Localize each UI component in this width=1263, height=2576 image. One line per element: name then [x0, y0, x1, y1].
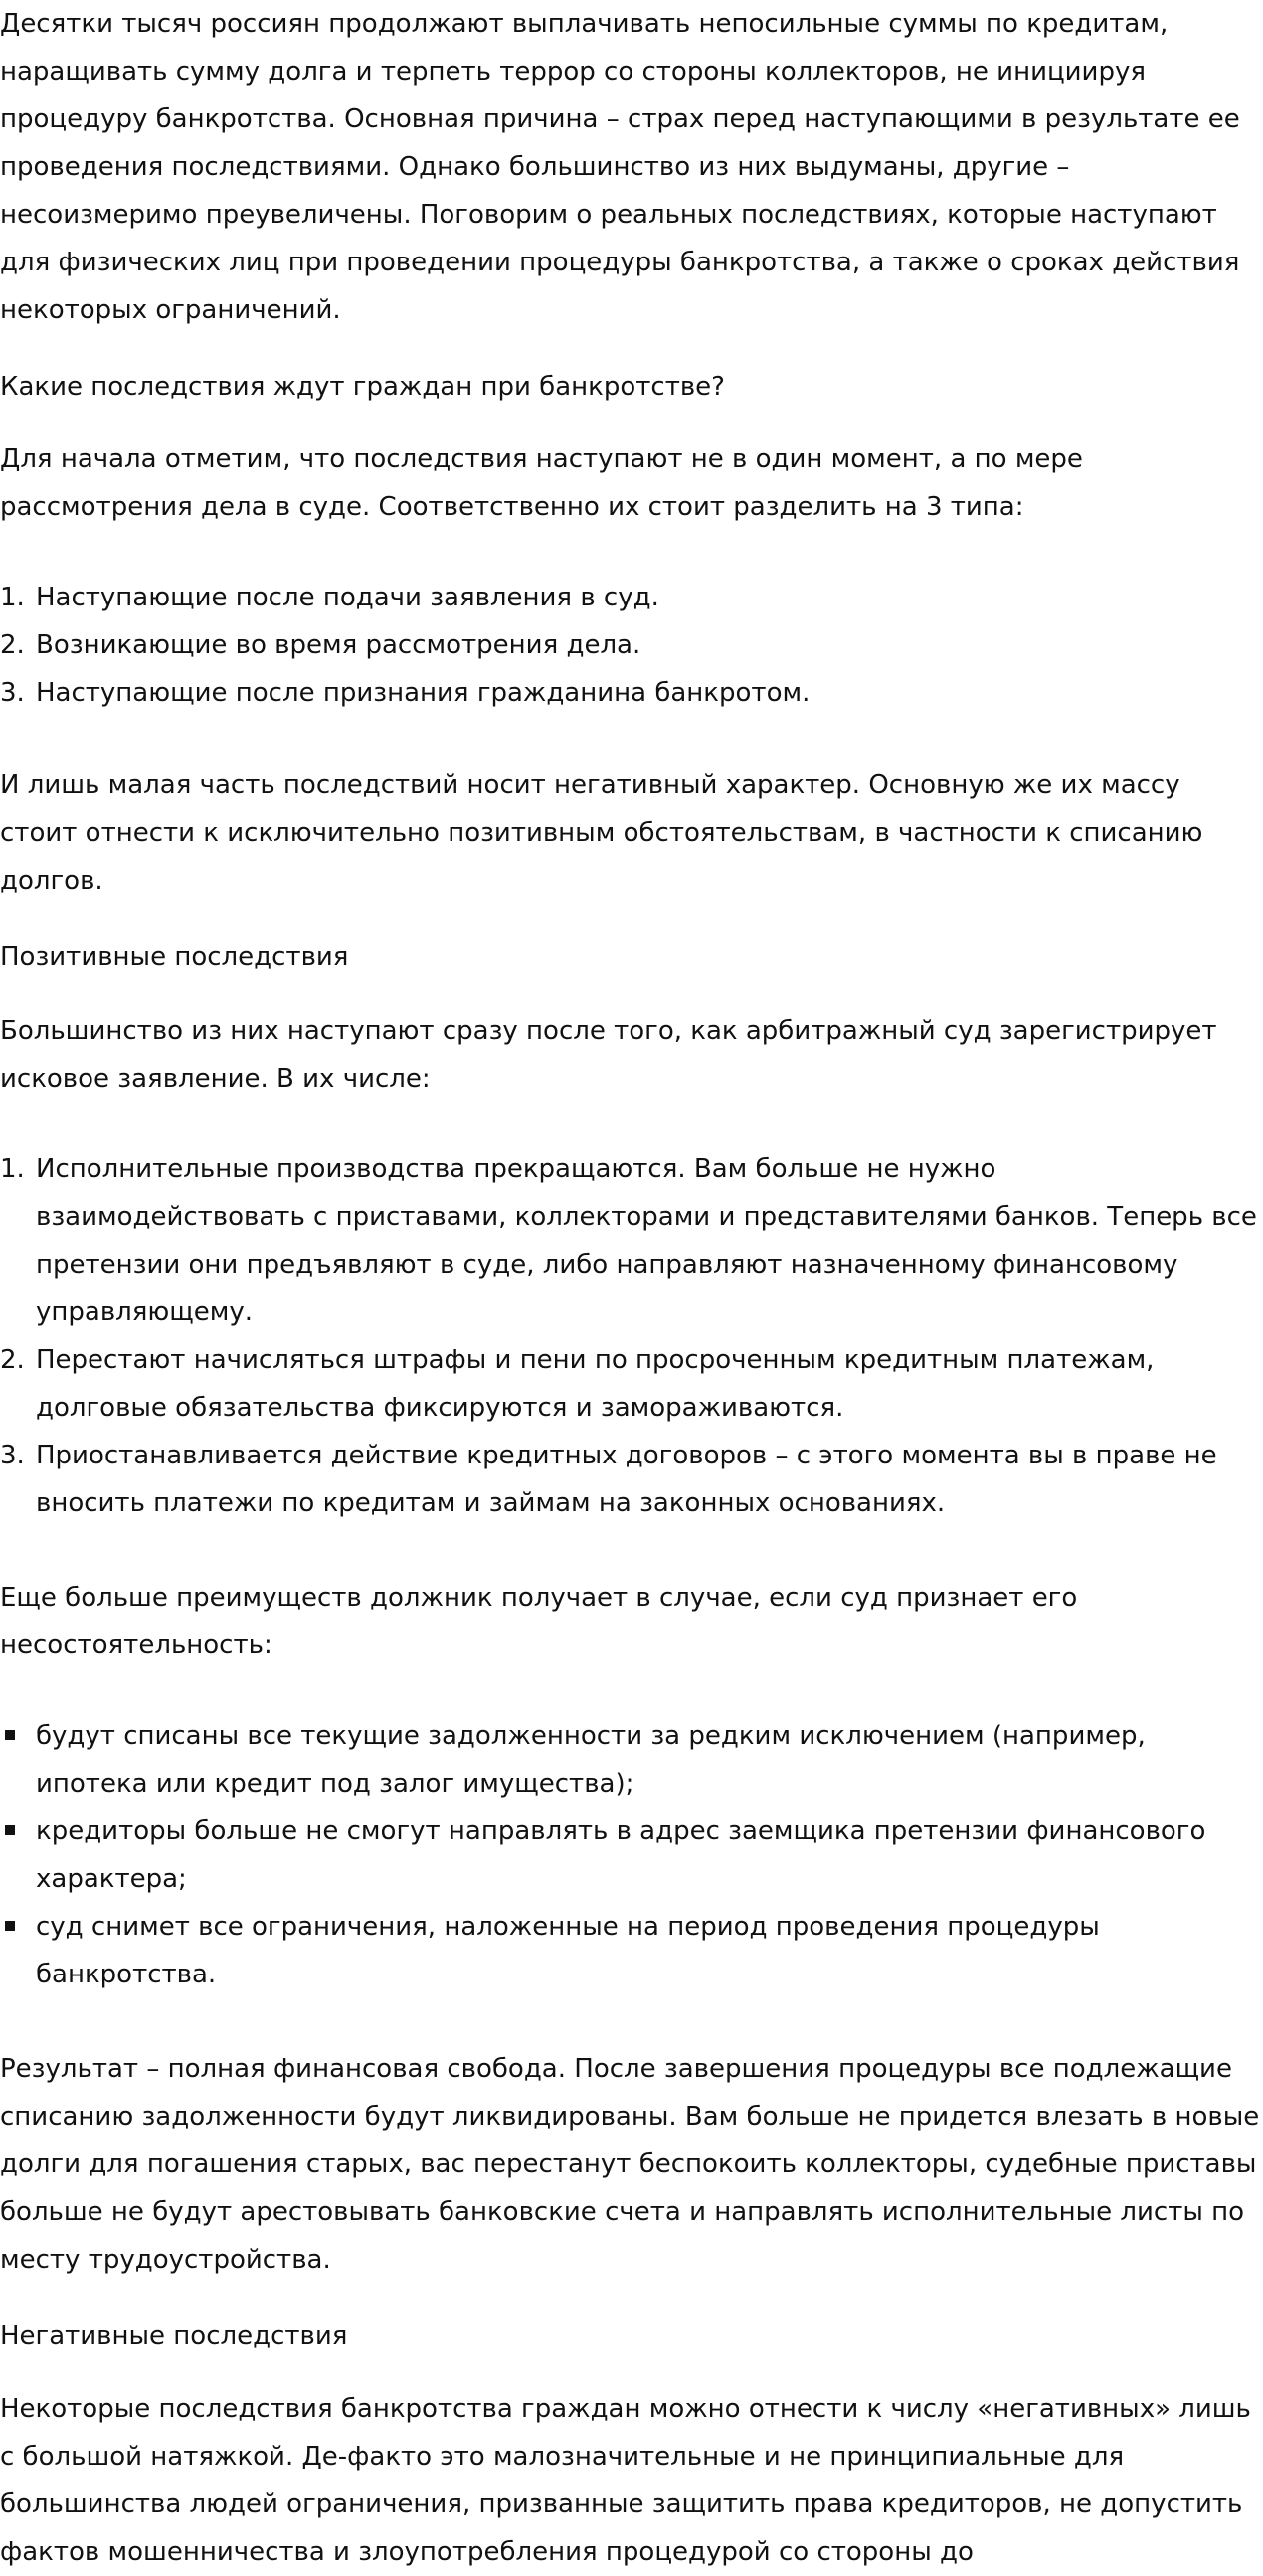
text-line: Приостанавливается действие кредитных договоров – с этого момента вы в праве не: [36, 1441, 1217, 1470]
bullet-marker: [5, 1825, 15, 1835]
text-line: И лишь малая часть последствий носит негативный характер. Основную же их массу: [0, 771, 1180, 800]
bullet-marker: [5, 1730, 15, 1740]
heading-text: Какие последствия ждут граждан при банкротстве?: [0, 372, 725, 402]
bullet-marker: [5, 1921, 15, 1931]
list-number: 2.: [0, 1345, 25, 1375]
negative-intro-paragraph: [0, 2385, 1261, 2576]
text-line: кредиторы больше не смогут направлять в адрес заемщика претензии финансового: [36, 1816, 1206, 1846]
text-line: взаимодействовать с приставами, коллекторами и представителями банков. Теперь все: [36, 1202, 1257, 1232]
text-line: Десятки тысяч россиян продолжают выплачивать непосильные суммы по кредитам,: [0, 9, 1169, 39]
text-line: Исполнительные производства прекращаются. Вам больше не нужно: [36, 1154, 996, 1184]
text-line: Еще больше преимуществ должник получает в случае, если суд признает его: [0, 1583, 1078, 1613]
section-heading-negative: [0, 2313, 1261, 2360]
section-heading-consequences: [0, 363, 1261, 411]
heading-text: Негативные последствия: [0, 2321, 348, 2351]
text-line: рассмотрения дела в суде. Соответственно их стоит разделить на 3 типа:: [0, 492, 1024, 522]
list-item-text: Наступающие после подачи заявления в суд.: [36, 583, 659, 612]
text-line: будут списаны все текущие задолженности за редким исключением (например,: [36, 1721, 1146, 1751]
text-line: Для начала отметим, что последствия наступают не в один момент, а по мере: [0, 444, 1083, 474]
list-item-text: [36, 1807, 1205, 1903]
list-number: 3.: [0, 678, 25, 708]
list-number: 3.: [0, 1441, 25, 1470]
text-line: стоит отнести к исключительно позитивным обстоятельствам, в частности к списанию: [0, 818, 1203, 848]
text-line: Результат – полная финансовая свобода. После завершения процедуры все подлежащие: [0, 2054, 1232, 2084]
text-line: большинства людей ограничения, призванные защитить права кредиторов, не допустить: [0, 2490, 1243, 2519]
list-item-text: Возникающие во время рассмотрения дела.: [36, 630, 641, 660]
list-item-text: Наступающие после признания гражданина банкротом.: [36, 678, 811, 708]
text-line: фактов мошенничества и злоупотребления процедурой со стороны до: [0, 2537, 974, 2567]
text-line: списанию задолженности будут ликвидированы. Вам больше не придется влезать в новые: [0, 2102, 1260, 2132]
list-item-text: [36, 1145, 1257, 1336]
text-line: исковое заявление. В их числе:: [0, 1064, 431, 1094]
text-line: Перестают начисляться штрафы и пени по просроченным кредитным платежам,: [36, 1345, 1155, 1375]
text-line: Большинство из них наступают сразу после того, как арбитражный суд зарегистрирует: [0, 1016, 1217, 1046]
list-number: 1.: [0, 583, 25, 612]
text-line: несоизмеримо преувеличены. Поговорим о реальных последствиях, которые наступают: [0, 200, 1217, 230]
text-line: больше не будут арестовывать банковские счета и направлять исполнительные листы по: [0, 2197, 1245, 2227]
types-intro-paragraph: [0, 435, 1261, 531]
text-line: некоторых ограничений.: [0, 295, 341, 325]
text-line: ипотека или кредит под залог имущества);: [36, 1769, 634, 1799]
text-line: вносить платежи по кредитам и займам на законных основаниях.: [36, 1488, 946, 1518]
text-line: с большой натяжкой. Де-факто это малозначительные и не принципиальные для: [0, 2442, 1125, 2472]
list-number: 1.: [0, 1154, 25, 1184]
list-item-text: [36, 1336, 1154, 1432]
text-line: банкротства.: [36, 1960, 217, 1989]
text-line: месту трудоустройства.: [0, 2245, 331, 2275]
positive-intro-paragraph: [0, 1007, 1261, 1103]
list-item-text: [36, 1432, 1217, 1527]
heading-text: Позитивные последствия: [0, 943, 349, 972]
text-line: наращивать сумму долга и терпеть террор со стороны коллекторов, не инициируя: [0, 57, 1146, 86]
text-line: долги для погашения старых, вас перестанут беспокоить коллекторы, судебные приставы: [0, 2149, 1257, 2179]
bankrupt-benefits-intro-paragraph: [0, 1574, 1261, 1669]
list-item-text: [36, 1712, 1146, 1807]
text-line: долговые обязательства фиксируются и замораживаются.: [36, 1393, 844, 1423]
text-line: процедуру банкротства. Основная причина – страх перед наступающими в результате ее: [0, 104, 1240, 134]
list-item-text: [36, 1903, 1100, 1998]
text-line: Некоторые последствия банкротства граждан можно отнести к числу «негативных» лишь: [0, 2394, 1251, 2424]
text-line: долгов.: [0, 866, 103, 896]
text-line: несостоятельность:: [0, 1631, 272, 1660]
list-number: 2.: [0, 630, 25, 660]
text-line: суд снимет все ограничения, наложенные на период проведения процедуры: [36, 1912, 1100, 1942]
text-line: управляющему.: [36, 1297, 254, 1327]
intro-paragraph: [0, 0, 1261, 334]
negative-share-paragraph: [0, 762, 1261, 905]
text-line: для физических лиц при проведении процедуры банкротства, а также о сроках действия: [0, 248, 1240, 277]
text-line: характера;: [36, 1864, 187, 1894]
text-line: проведения последствиями. Однако большинство из них выдуманы, другие –: [0, 152, 1070, 182]
section-heading-positive: [0, 934, 1261, 981]
result-paragraph: [0, 2045, 1261, 2284]
text-line: претензии они предъявляют в суде, либо направляют назначенному финансовому: [36, 1250, 1178, 1280]
